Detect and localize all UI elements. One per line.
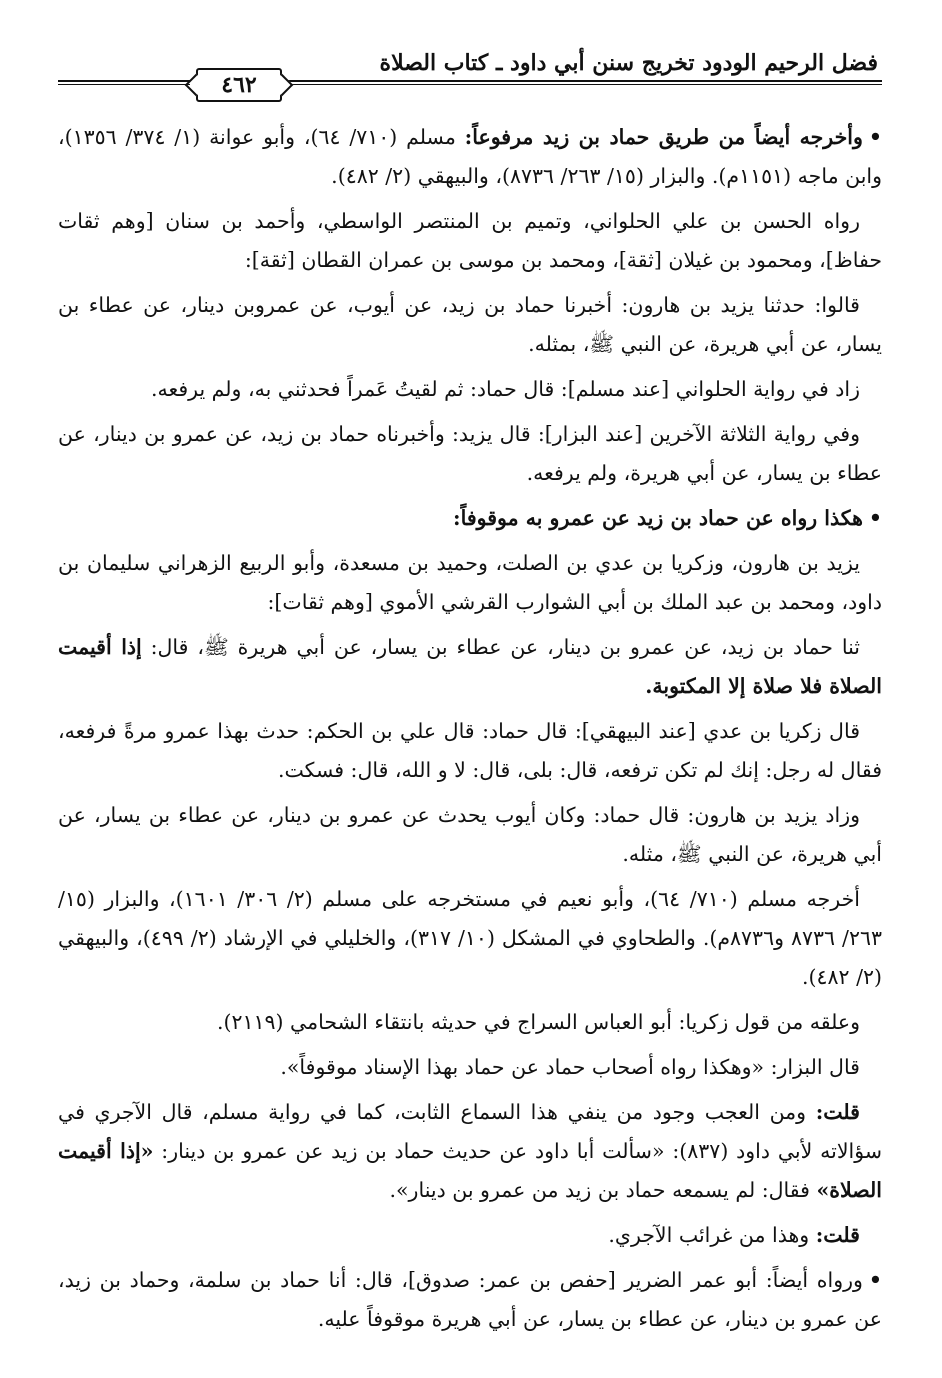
paragraph-text-after: فقال: لم يسمعه حماد بن زيد من عمرو بن دينار». xyxy=(389,1178,817,1202)
paragraph-text: قالوا: حدثنا يزيد بن هارون: أخبرنا حماد بن زيد، عن أيوب، عن عمروبن دينار، عن عطاء بن يسار، عن أبي هريرة، عن النبي ﷺ، بمثله. xyxy=(58,293,882,356)
header-rule-left xyxy=(58,80,190,85)
page-header xyxy=(58,40,882,112)
bullet-icon: • xyxy=(868,506,882,530)
bold-lead: قلت: xyxy=(815,1100,860,1124)
page-body xyxy=(58,118,882,1339)
paragraph xyxy=(58,499,882,538)
paragraph-text: ومن العجب وجود من ينفي هذا السماع الثابت، كما في رواية مسلم، قال الآجري في سؤالاته لأبي داود (٨٣٧): «سألت أبا داود عن حديث حماد بن زيد عن عمرو بن دينار: xyxy=(58,1100,883,1163)
paragraph-text: زاد في رواية الحلواني [عند مسلم]: قال حماد: ثم لقيتُ عَمراً فحدثني به، ولم يرفعه. xyxy=(150,377,860,401)
paragraph-text: وهذا من غرائب الآجري. xyxy=(608,1223,816,1247)
hadith-text: «إذا أقيمت الصلاة» xyxy=(58,1139,882,1202)
paragraph xyxy=(58,1093,882,1210)
paragraph-text: قال زكريا بن عدي [عند البيهقي]: قال حماد: قال علي بن الحكم: حدث بهذا عمرو مرةً فرفعه، فقال له رجل: إنك لم تكن ترفعه، قال: بلى، قال: لا و الله، قال: فسكت. xyxy=(58,719,882,782)
paragraph-text: ثنا حماد بن زيد، عن عمرو بن دينار، عن عطاء بن يسار، عن أبي هريرة ﷺ، قال: xyxy=(141,635,860,659)
paragraph-text: وفي رواية الثلاثة الآخرين [عند البزار]: قال يزيد: وأخبرناه حماد بن زيد، عن عمرو بن دينار، عن عطاء بن يسار، عن أبي هريرة، ولم يرفعه. xyxy=(58,422,882,485)
paragraph xyxy=(58,1216,882,1255)
paragraph-text: قال البزار: «وهكذا رواه أصحاب حماد عن حماد بهذا الإسناد موقوفاً». xyxy=(280,1055,860,1079)
bold-lead: هكذا رواه عن حماد بن زيد عن عمرو به موقوفاً: xyxy=(453,506,863,530)
paragraph-text: أخرجه مسلم (٧١٠/ ٦٤)، وأبو نعيم في مستخرجه على مسلم (٢/ ٣٠٦/ ١٦٠١)، والبزار (١٥/ ٢٦٣/ ٨٧٣٦ و٨٧٣٦م). والطحاوي في المشكل (١٠/ ٣١٧)، والخليلي في الإرشاد (٢/ ٤٩٩)، والبيهقي (٢/ ٤٨٢). xyxy=(58,887,882,989)
bullet-icon: • xyxy=(868,125,882,149)
paragraph xyxy=(58,712,882,790)
paragraph xyxy=(58,202,882,280)
paragraph-text: وزاد يزيد بن هارون: قال حماد: وكان أيوب يحدث عن عمرو بن دينار، عن عطاء بن يسار، عن أبي هريرة، عن النبي ﷺ، مثله. xyxy=(58,803,882,866)
paragraph-text: رواه الحسن بن علي الحلواني، وتميم بن المنتصر الواسطي، وأحمد بن سنان [وهم ثقات حفاظ]، ومحمود بن غيلان [ثقة]، ومحمد بن موسى بن عمران القطان [ثقة]: xyxy=(58,209,882,272)
paragraph xyxy=(58,286,882,364)
bold-lead: وأخرجه أيضاً من طريق حماد بن زيد مرفوعاً: xyxy=(464,125,863,149)
paragraph xyxy=(58,1261,882,1339)
paragraph xyxy=(58,1048,882,1087)
paragraph-text: ورواه أيضاً: أبو عمر الضرير [حفص بن عمر: صدوق]، قال: أنا حماد بن سلمة، وحماد بن زيد، عن عمرو بن دينار، عن عطاء بن يسار، عن أبي هريرة موقوفاً عليه. xyxy=(58,1268,882,1331)
paragraph-text: مسلم (٧١٠/ ٦٤)، وأبو عوانة (١/ ٣٧٤/ ١٣٥٦)، وابن ماجه (١١٥١م). والبزار (١٥/ ٢٦٣/ ٨٧٣٦)، والبيهقي (٢/ ٤٨٢). xyxy=(58,125,882,188)
paragraph xyxy=(58,1003,882,1042)
paragraph xyxy=(58,628,882,706)
paragraph xyxy=(58,880,882,997)
hadith-text: إذا أقيمت الصلاة فلا صلاة إلا المكتوبة. xyxy=(58,635,882,698)
page-number: ٤٦٢ xyxy=(196,68,282,102)
bold-lead: قلت: xyxy=(815,1223,860,1247)
running-title: فضل الرحيم الودود تخريج سنن أبي داود ـ كتاب الصلاة xyxy=(379,50,878,76)
paragraph xyxy=(58,118,882,196)
paragraph xyxy=(58,370,882,409)
paragraph xyxy=(58,415,882,493)
paragraph-text: يزيد بن هارون، وزكريا بن عدي بن الصلت، وحميد بن مسعدة، وأبو الربيع الزهراني سليمان بن داود، ومحمد بن عبد الملك بن أبي الشوارب القرشي الأموي [وهم ثقات]: xyxy=(58,551,882,614)
document-page xyxy=(58,40,882,1345)
paragraph-text: وعلقه من قول زكريا: أبو العباس السراج في حديثه بانتقاء الشحامي (٢١١٩). xyxy=(216,1010,860,1034)
header-rule xyxy=(282,80,882,85)
paragraph xyxy=(58,796,882,874)
bullet-icon: • xyxy=(868,1268,882,1292)
paragraph xyxy=(58,544,882,622)
